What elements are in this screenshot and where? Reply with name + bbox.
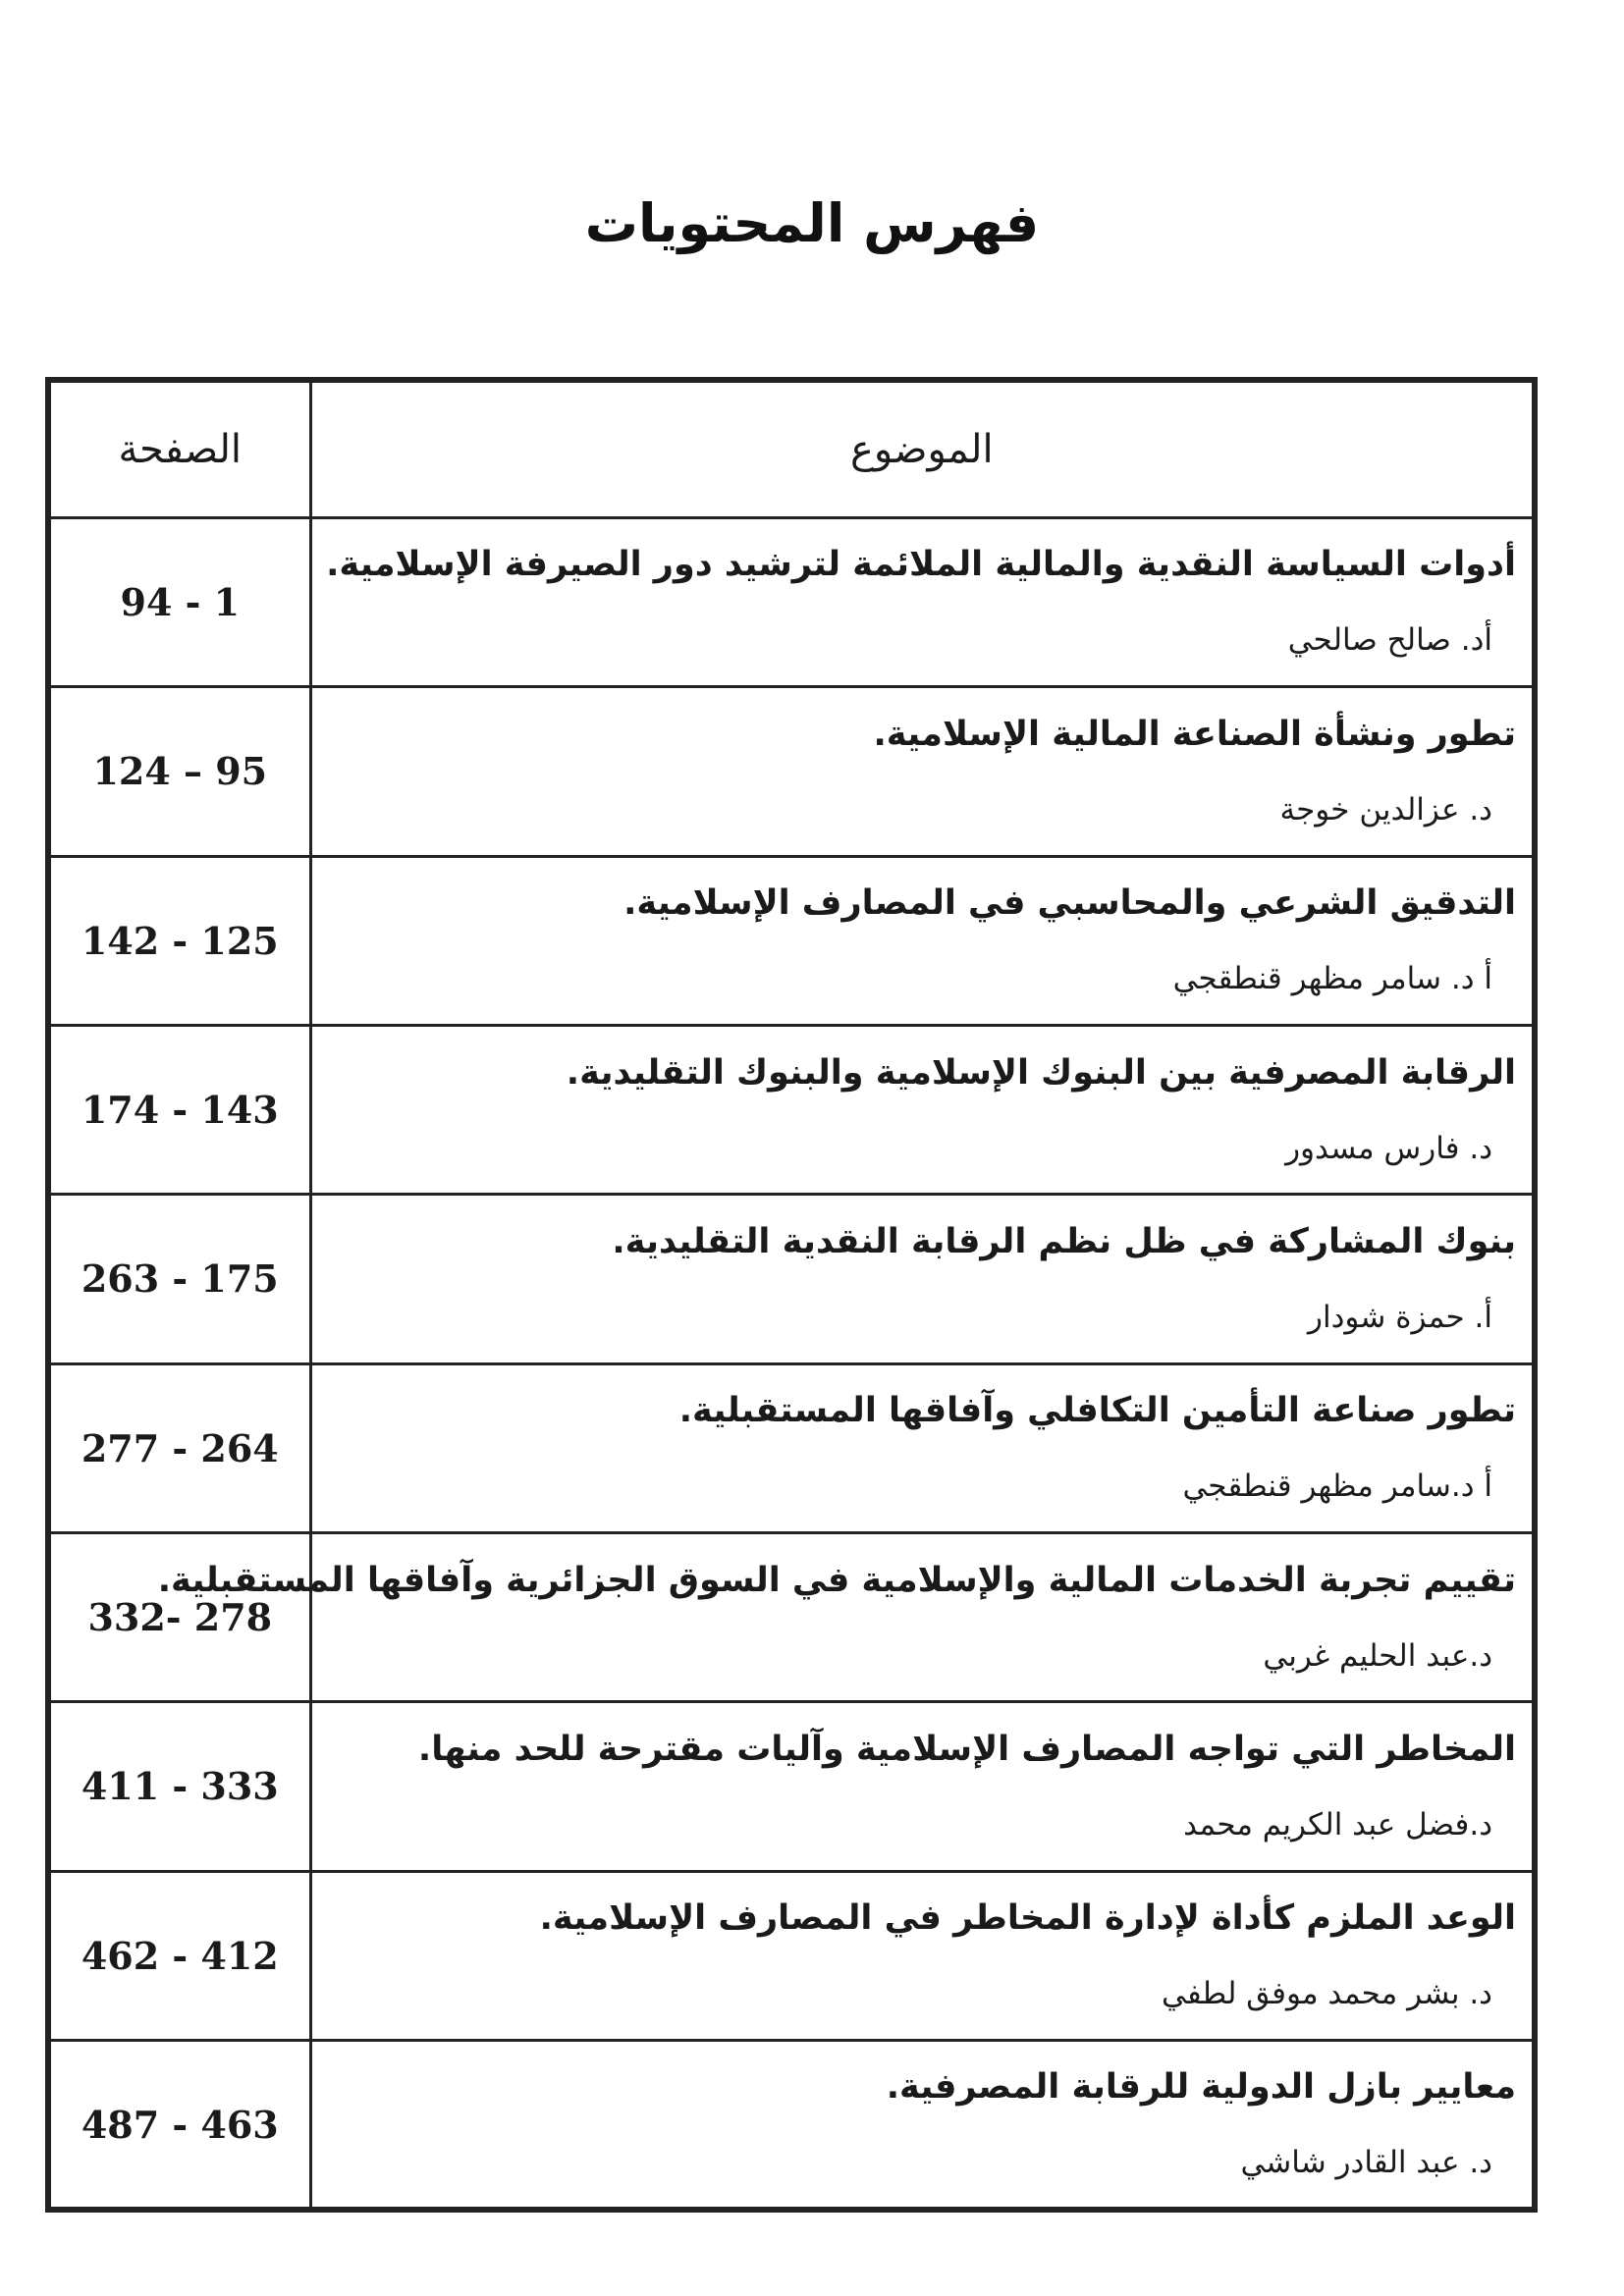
entry-title: تطور ونشأة الصناعة المالية الإسلامية. bbox=[873, 714, 1516, 754]
subject-cell bbox=[310, 1363, 1535, 1532]
entry-author: أ د. سامر مظهر قنطقجي bbox=[1172, 961, 1492, 997]
entry-title: التدقيق الشرعي والمحاسبي في المصارف الإسلامية. bbox=[623, 883, 1516, 924]
table-row bbox=[48, 1195, 1535, 1363]
entry-title: أدوات السياسة النقدية والمالية الملائمة لترشيد دور الصيرفة الإسلامية. bbox=[326, 545, 1516, 585]
subject-cell bbox=[310, 1025, 1535, 1194]
subject-cell bbox=[310, 1195, 1535, 1363]
page-title: فهرس المحتويات bbox=[584, 192, 1040, 254]
subject-cell bbox=[310, 2041, 1535, 2210]
page-range: 462 - 412 bbox=[48, 1871, 310, 2040]
table-header-row bbox=[48, 380, 1535, 517]
page-range: 277 - 264 bbox=[48, 1363, 310, 1532]
table-row bbox=[48, 517, 1535, 686]
header-subject: الموضوع bbox=[310, 380, 1535, 517]
table-row bbox=[48, 1025, 1535, 1194]
page-range: 411 - 333 bbox=[48, 1702, 310, 1871]
entry-title: تقييم تجربة الخدمات المالية والإسلامية في السوق الجزائرية وآفاقها المستقبلية. bbox=[157, 1560, 1516, 1600]
table-row bbox=[48, 1363, 1535, 1532]
table-row bbox=[48, 856, 1535, 1025]
subject-cell bbox=[310, 1702, 1535, 1871]
entry-title: بنوك المشاركة في ظل نظم الرقابة النقدية التقليدية. bbox=[612, 1221, 1516, 1261]
entry-author: د. عزالدين خوجة bbox=[1279, 791, 1492, 828]
entry-author: أ. حمزة شودار bbox=[1308, 1299, 1492, 1335]
subject-cell bbox=[310, 1871, 1535, 2040]
entry-author: د. عبد القادر شاشي bbox=[1240, 2145, 1492, 2181]
entry-title: المخاطر التي تواجه المصارف الإسلامية وآليات مقترحة للحد منها. bbox=[417, 1729, 1516, 1769]
page-range: 332- 278 bbox=[48, 1532, 310, 1701]
subject-cell bbox=[310, 856, 1535, 1025]
header-page: الصفحة bbox=[48, 380, 310, 517]
entry-author: أد. صالح صالحي bbox=[1287, 622, 1492, 659]
page-range: 142 - 125 bbox=[48, 856, 310, 1025]
page-range: 94 - 1 bbox=[48, 517, 310, 686]
entry-author: د. بشر محمد موفق لطفي bbox=[1162, 1976, 1492, 2012]
entry-title: الوعد الملزم كأداة لإدارة المخاطر في المصارف الإسلامية. bbox=[539, 1898, 1516, 1939]
entry-title: تطور صناعة التأمين التكافلي وآفاقها المستقبلية. bbox=[678, 1391, 1516, 1431]
table-row bbox=[48, 1871, 1535, 2040]
table-row bbox=[48, 687, 1535, 856]
table-of-contents bbox=[45, 377, 1538, 2213]
subject-cell bbox=[310, 517, 1535, 686]
page-range: 487 - 463 bbox=[48, 2041, 310, 2210]
page-range: 124 – 95 bbox=[48, 687, 310, 856]
table-row bbox=[48, 2041, 1535, 2210]
entry-author: د.فضل عبد الكريم محمد bbox=[1183, 1806, 1492, 1842]
subject-cell bbox=[310, 687, 1535, 856]
entry-author: أ د.سامر مظهر قنطقجي bbox=[1182, 1468, 1492, 1505]
page-range: 263 - 175 bbox=[48, 1195, 310, 1363]
table-row bbox=[48, 1532, 1535, 1701]
entry-title: معايير بازل الدولية للرقابة المصرفية. bbox=[886, 2067, 1516, 2108]
table-row bbox=[48, 1702, 1535, 1871]
entry-title: الرقابة المصرفية بين البنوك الإسلامية والبنوك التقليدية. bbox=[566, 1052, 1516, 1093]
entry-author: د. فارس مسدور bbox=[1285, 1130, 1492, 1166]
page-range: 174 - 143 bbox=[48, 1025, 310, 1194]
entry-author: د.عبد الحليم غربي bbox=[1263, 1637, 1492, 1674]
